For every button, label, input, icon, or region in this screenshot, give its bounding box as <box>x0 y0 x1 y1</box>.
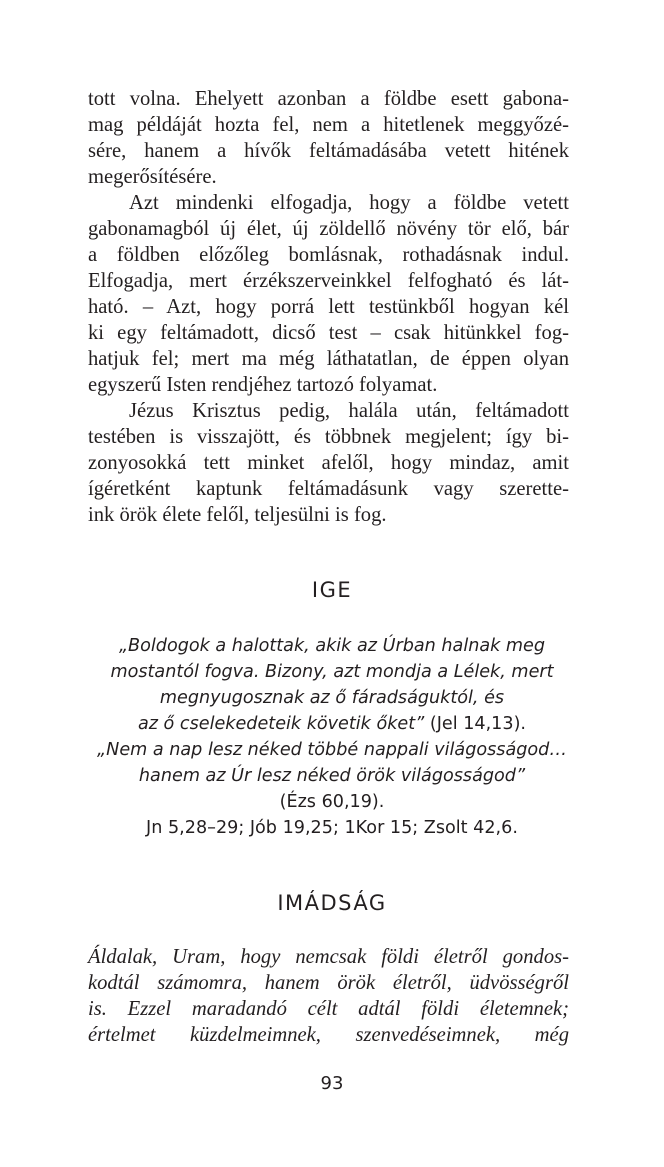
paragraph-3 <box>88 398 569 528</box>
text-line: egyszerű Isten rendjéhez tartozó folyamat. <box>88 374 438 396</box>
text-line: hatjuk fel; mert ma még láthatatlan, de éppen olyan <box>88 348 569 370</box>
text-line: kodtál számomra, hanem örök életről, üdvösségről <box>88 972 569 994</box>
quote-line <box>80 789 584 815</box>
text-line: értelmet küzdelmeimnek, szenvedéseimnek, még <box>88 1024 569 1046</box>
bible-references <box>80 815 584 841</box>
quote-italic: mostantól fogva. Bizony, azt mondja a Lélek, mert <box>110 662 554 682</box>
text-line: megerősítésére. <box>88 166 217 188</box>
quote-reference: (Ézs 60,19). <box>279 792 385 812</box>
text-line: Azt mindenki elfogadja, hogy a földbe vetett <box>129 192 569 214</box>
text-line: Jézus Krisztus pedig, halála után, feltámadott <box>129 400 569 422</box>
text-line: a földben előzőleg bomlásnak, rothadásnak indul. <box>88 244 569 266</box>
quote-italic: „Nem a nap lesz néked többé nappali világosságod… <box>97 740 567 760</box>
text-line: gabonamagból új élet, új zöldellő növény tör elő, bár <box>88 218 569 240</box>
text-line: sére, hanem a hívők feltámadásába vetett hitének <box>88 140 569 162</box>
quote-reference: Jn 5,28–29; Jób 19,25; 1Kor 15; Zsolt 42,6. <box>146 818 518 838</box>
page-number: 93 <box>320 1073 344 1094</box>
text-line: ki egy feltámadott, dicső test – csak hitünkkel fog- <box>88 322 569 344</box>
text-line: ható. – Azt, hogy porrá lett testünkből hogyan kél <box>88 296 569 318</box>
quote-line <box>80 633 584 659</box>
text-line: tott volna. Ehelyett azonban a földbe esett gabona- <box>88 88 569 110</box>
text-line: Elfogadja, mert érzékszerveinkkel felfogható és lát- <box>88 270 569 292</box>
quote-line <box>80 711 584 737</box>
text-line: zonyosokká tett minket afelől, hogy mindaz, amit <box>88 452 569 474</box>
text-line: ígéretként kaptunk feltámadásunk vagy szerette- <box>88 478 569 500</box>
section-heading-imadsag: IMÁDSÁG <box>277 891 387 915</box>
quote-italic: hanem az Úr lesz néked örök világosságod” <box>138 766 526 786</box>
scripture-quote <box>80 633 584 841</box>
quote-italic: „Boldogok a halottak, akik az Úrban halnak meg <box>118 636 546 656</box>
quote-line <box>80 763 584 789</box>
text-line: is. Ezzel maradandó célt adtál földi életemnek; <box>88 998 569 1020</box>
text-line: ink örök élete felől, teljesülni is fog. <box>88 504 387 526</box>
prayer-text <box>88 944 569 1048</box>
paragraph-1 <box>88 86 569 190</box>
quote-italic: megnyugosznak az ő fáradságuktól, és <box>159 688 505 708</box>
quote-line <box>80 737 584 763</box>
quote-line <box>80 685 584 711</box>
section-heading-ige: IGE <box>311 578 353 602</box>
text-line: testében is visszajött, és többnek megjelent; így bi- <box>88 426 569 448</box>
quote-line <box>80 659 584 685</box>
text-line: mag példáját hozta fel, nem a hitetlenek meggyőzé- <box>88 114 569 136</box>
text-line: Áldalak, Uram, hogy nemcsak földi életről gondos- <box>88 946 569 968</box>
quote-reference: (Jel 14,13). <box>424 714 527 734</box>
paragraph-2 <box>88 190 569 398</box>
body-text <box>88 86 569 528</box>
quote-italic: az ő cselekedeteik követik őket” <box>137 714 425 734</box>
